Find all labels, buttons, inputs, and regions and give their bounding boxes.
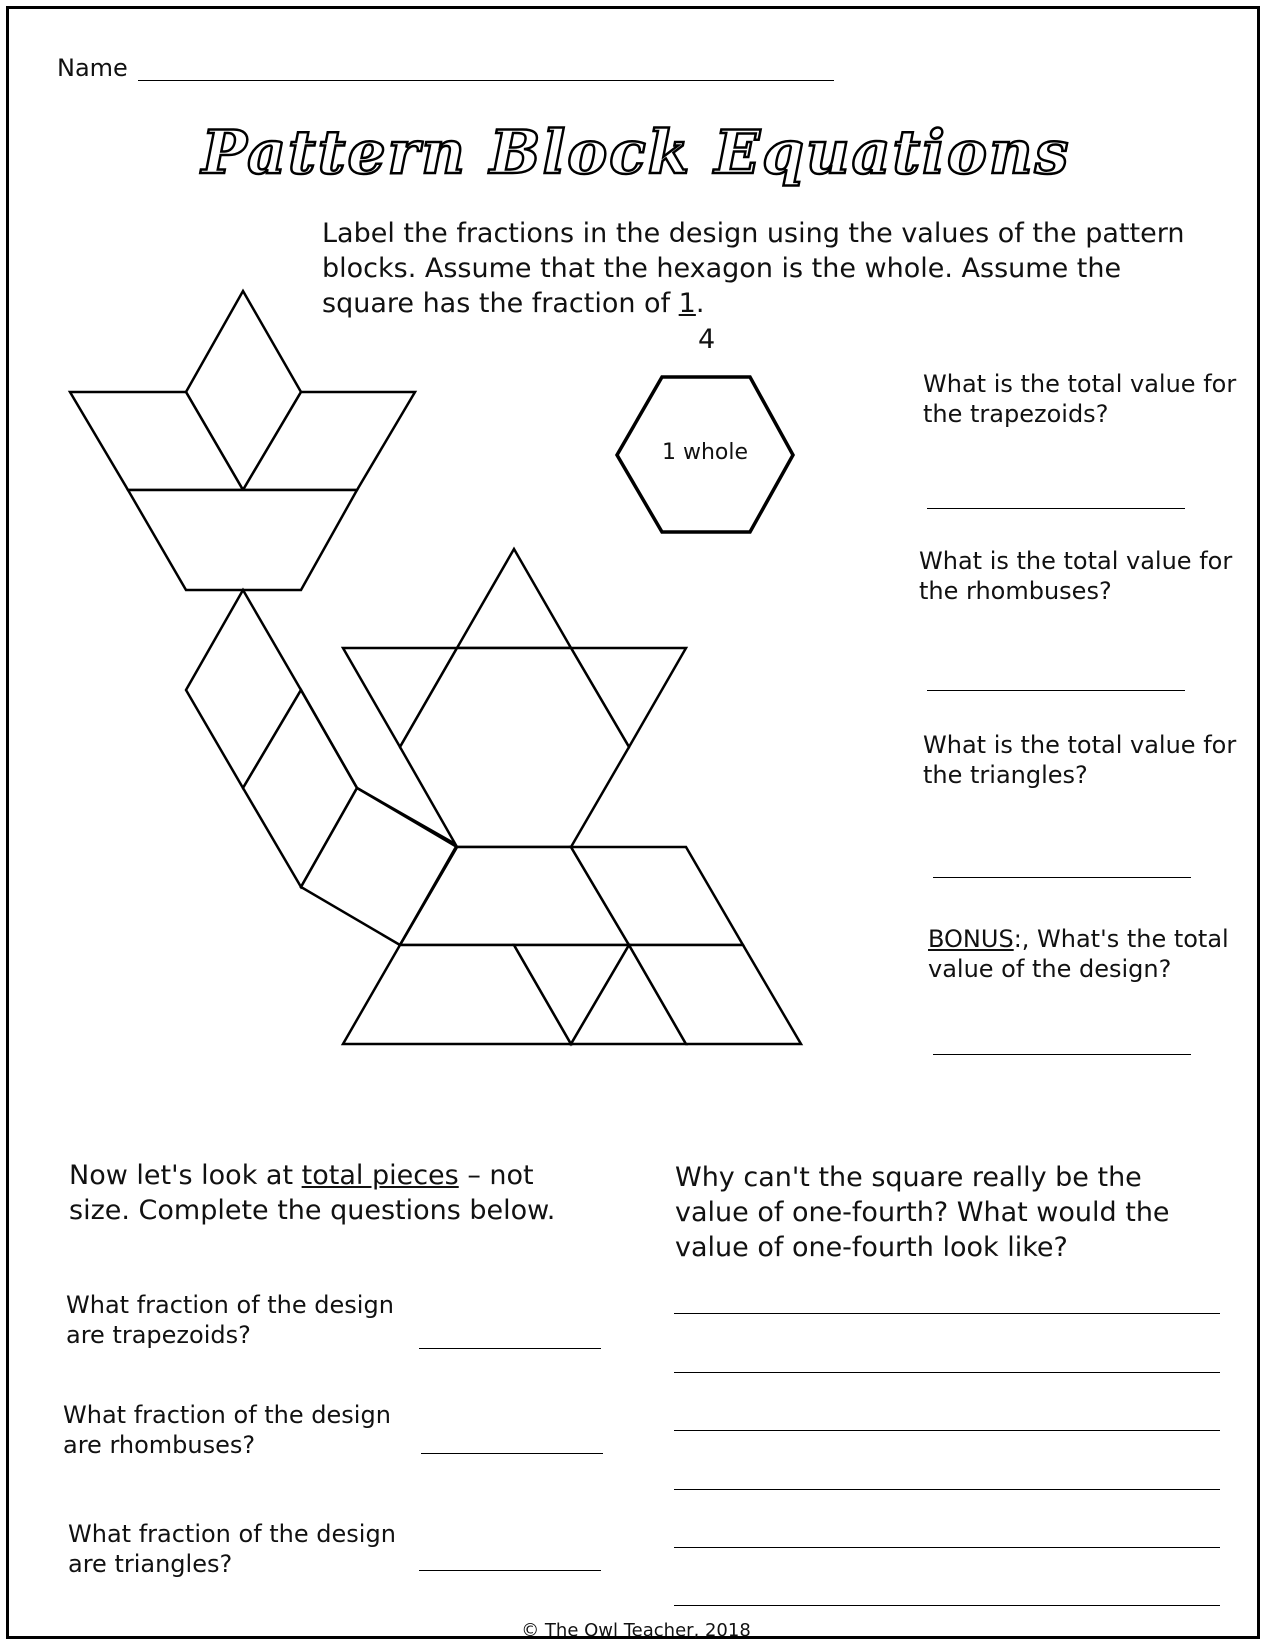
- answer-fraction-trapezoids[interactable]: [419, 1348, 601, 1349]
- pieces-intro-line2: size. Complete the questions below.: [69, 1195, 556, 1226]
- hexagon-label: 1 whole: [661, 440, 749, 465]
- answer-triangle-value[interactable]: [933, 877, 1191, 878]
- why-answer-line-2[interactable]: [674, 1372, 1220, 1373]
- bonus-label: BONUS: [928, 925, 1014, 953]
- why-question-line2: value of one-fourth? What would the: [675, 1197, 1170, 1228]
- instructions-line-1: Label the fractions in the design using the values of the pattern: [322, 218, 1185, 249]
- pieces-intro-underlined: total pieces: [301, 1160, 459, 1191]
- why-answer-line-4[interactable]: [674, 1489, 1220, 1490]
- name-label: Name: [57, 54, 128, 82]
- bonus-text: :, What's the total: [1013, 925, 1229, 953]
- star-top-triangle: [457, 549, 571, 648]
- fraction-denominator: 4: [698, 324, 716, 355]
- question-fraction-triangles-line2: are triangles?: [68, 1550, 233, 1578]
- question-triangle-value-line1: What is the total value for: [923, 731, 1237, 759]
- tulip-trapezoid: [128, 490, 357, 590]
- question-fraction-rhombuses-line1: What fraction of the design: [63, 1401, 391, 1429]
- question-fraction-trapezoids-line1: What fraction of the design: [66, 1291, 394, 1319]
- question-trapezoid-value-line1: What is the total value for: [923, 370, 1237, 398]
- why-answer-line-3[interactable]: [674, 1430, 1220, 1431]
- answer-trapezoid-value[interactable]: [927, 508, 1185, 509]
- instructions-line-3-text: square has the fraction of: [322, 288, 679, 319]
- why-question-line3: value of one-fourth look like?: [675, 1232, 1068, 1263]
- answer-rhombus-value[interactable]: [927, 690, 1185, 691]
- answer-fraction-rhombuses[interactable]: [421, 1453, 603, 1454]
- instructions-line-2: blocks. Assume that the hexagon is the whole. Assume the: [322, 253, 1122, 284]
- why-answer-line-5[interactable]: [674, 1547, 1220, 1548]
- question-rhombus-value-line1: What is the total value for: [919, 547, 1233, 575]
- pieces-intro-tail: – not: [458, 1160, 534, 1191]
- why-question-line1: Why can't the square really be the: [675, 1162, 1142, 1193]
- question-triangle-value-line2: the triangles?: [923, 761, 1088, 789]
- why-answer-line-1[interactable]: [674, 1313, 1220, 1314]
- pieces-intro-text: Now let's look at: [69, 1160, 302, 1191]
- fraction-numerator: 1: [678, 288, 696, 319]
- question-rhombus-value-line2: the rhombuses?: [919, 577, 1112, 605]
- bonus-question-line1: [928, 924, 1229, 955]
- why-answer-line-6[interactable]: [674, 1605, 1220, 1606]
- question-fraction-triangles-line1: What fraction of the design: [68, 1520, 396, 1548]
- instructions-period: .: [695, 288, 705, 319]
- question-fraction-trapezoids-line2: are trapezoids?: [66, 1321, 251, 1349]
- page-title: Pattern Block Equations: [201, 118, 1071, 188]
- answer-bonus[interactable]: [933, 1054, 1191, 1055]
- question-fraction-rhombuses-line2: are rhombuses?: [63, 1431, 256, 1459]
- question-trapezoid-value-line2: the trapezoids?: [923, 400, 1109, 428]
- bonus-question-line2: value of the design?: [928, 955, 1172, 983]
- pieces-intro-line1: [69, 1158, 534, 1193]
- copyright-footer: © The Owl Teacher, 2018: [521, 1620, 751, 1641]
- answer-fraction-triangles[interactable]: [419, 1570, 601, 1571]
